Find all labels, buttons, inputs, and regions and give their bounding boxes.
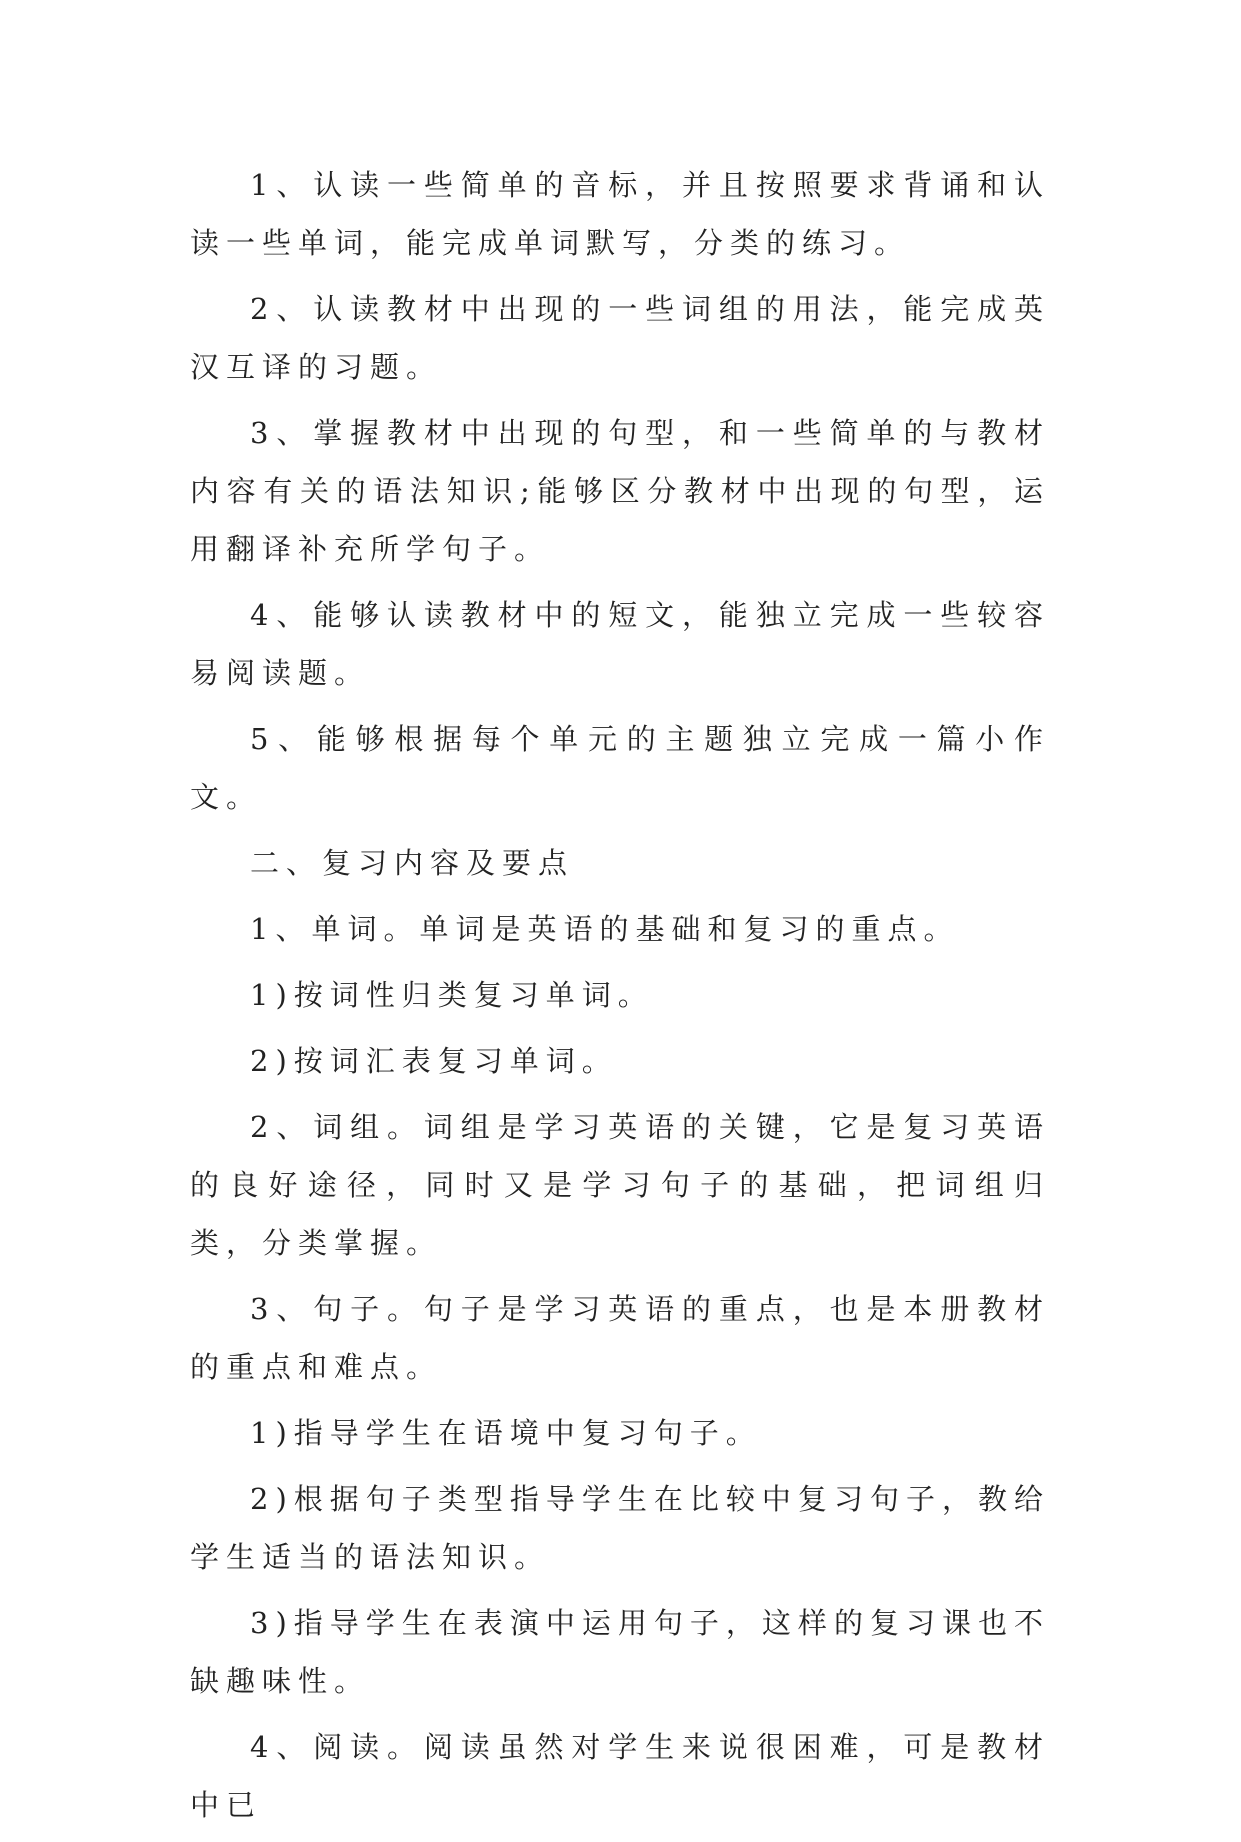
paragraph-words-sub-1: 1)按词性归类复习单词。 (250, 978, 654, 1012)
section-heading-review-content: 二、复习内容及要点 (250, 846, 575, 880)
paragraph-sentences-sub-3: 3)指导学生在表演中运用句子，这样的复习课也不缺趣味性。 (190, 1606, 1050, 1698)
paragraph-objective-3: 3、掌握教材中出现的句型，和一些简单的与教材内容有关的语法知识;能够区分教材中出现的句型，运用翻译补充所学句子。 (190, 416, 1050, 566)
paragraph-objective-5: 5、能够根据每个单元的主题独立完成一篇小作文。 (190, 722, 1050, 814)
paragraph-sentences: 3、句子。句子是学习英语的重点，也是本册教材的重点和难点。 (190, 1292, 1050, 1384)
paragraph-phrases: 2、词组。词组是学习英语的关键，它是复习英语的良好途径，同时又是学习句子的基础，把词组归类，分类掌握。 (190, 1110, 1050, 1260)
paragraph-sentences-sub-1: 1)指导学生在语境中复习句子。 (250, 1416, 762, 1450)
paragraph-reading: 4、阅读。阅读虽然对学生来说很困难，可是教材中已 (190, 1730, 1050, 1822)
paragraph-words-sub-2: 2)按词汇表复习单词。 (250, 1044, 618, 1078)
paragraph-objective-1: 1、认读一些简单的音标，并且按照要求背诵和认读一些单词，能完成单词默写，分类的练习。 (190, 168, 1050, 260)
paragraph-objective-4: 4、能够认读教材中的短文，能独立完成一些较容易阅读题。 (190, 598, 1050, 690)
paragraph-sentences-sub-2: 2)根据句子类型指导学生在比较中复习句子，教给学生适当的语法知识。 (190, 1482, 1050, 1574)
paragraph-objective-2: 2、认读教材中出现的一些词组的用法，能完成英汉互译的习题。 (190, 292, 1050, 384)
document-body (190, 156, 1050, 1842)
paragraph-words: 1、单词。单词是英语的基础和复习的重点。 (250, 912, 960, 946)
